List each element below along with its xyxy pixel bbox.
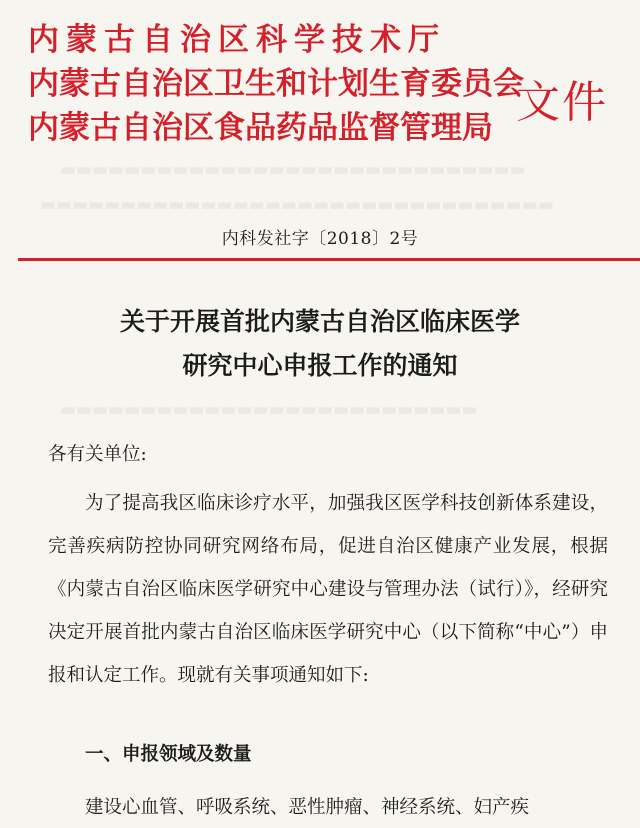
intro-paragraph: 为了提高我区临床诊疗水平，加强我区医学科技创新体系建设，完善疾病防控协同研究网络布局，促进自治区健康产业发展，根据《内蒙古自治区临床医学研究中心建设与管理办法（试行）》，经研究决定开展首批内蒙古自治区临床医学研究中心（以下简称“中心”）申报和认定工作。现就有关事项通知如下: [48, 493, 608, 686]
notice-title-line-1: 关于开展首批内蒙古自治区临床医学 [119, 307, 520, 336]
notice-title [0, 300, 640, 388]
document-number: 内科发社字〔2018〕2号 [221, 229, 419, 249]
agency-name-science: 内蒙古自治区科学技术厅 [28, 22, 446, 58]
issuing-agencies [28, 18, 524, 150]
salutation: 各有关单位: [48, 444, 147, 465]
section-1-paragraph: 建设心血管、呼吸系统、恶性肿瘤、神经系统、妇产疾 [85, 797, 530, 818]
bleed-through-texture: ▬▬▬▬▬▬▬▬▬▬▬▬▬▬▬▬▬▬▬▬▬▬▬▬▬▬ [60, 400, 478, 420]
bleed-through-texture: ▬▬▬▬▬▬▬▬▬▬▬▬▬▬▬▬▬▬▬▬▬▬▬▬▬▬▬▬▬▬▬▬ [40, 195, 554, 215]
agency-name-health: 内蒙古自治区卫生和计划生育委员会 [28, 66, 524, 102]
bleed-through-texture: ▬▬▬▬▬▬▬▬▬▬▬▬▬▬▬▬▬▬▬▬▬▬▬▬▬▬▬▬▬ [60, 160, 526, 180]
section-heading-1: 一、申报领域及数量 [85, 744, 252, 765]
notice-title-line-2: 研究中心申报工作的通知 [182, 351, 458, 380]
document-label: 文件 [516, 77, 608, 128]
red-divider-line [18, 258, 640, 261]
agency-name-food-drug: 内蒙古自治区食品药品监督管理局 [28, 110, 493, 146]
